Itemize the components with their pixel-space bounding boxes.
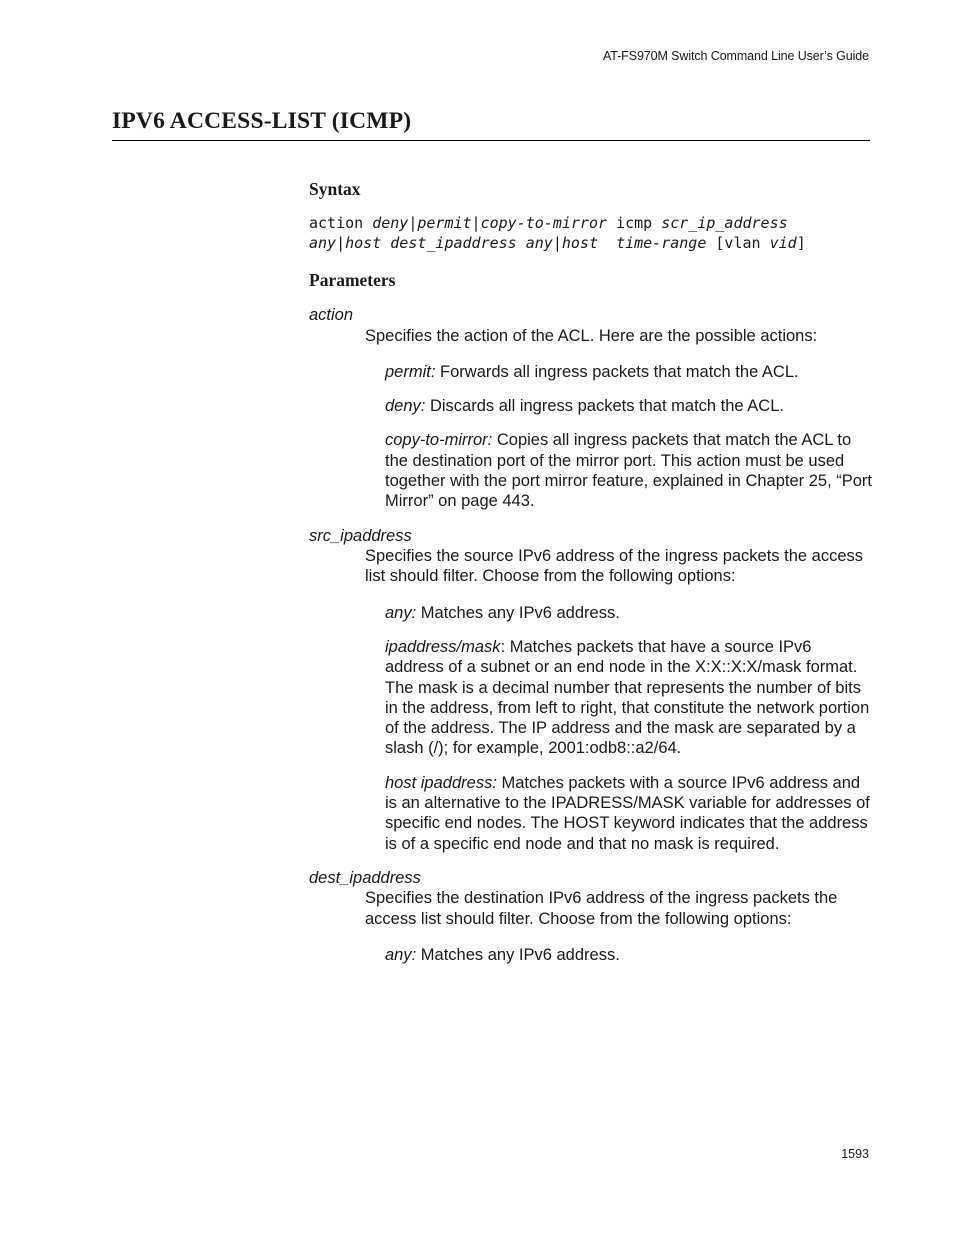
param-src-ipaddress	[309, 526, 874, 854]
option-term: permit:	[385, 362, 436, 381]
option-text: Matches any IPv6 address.	[416, 946, 620, 965]
option-term: deny:	[385, 397, 426, 416]
page-title: IPV6 ACCESS-LIST (ICMP)	[112, 108, 412, 134]
parameters-heading: Parameters	[309, 270, 396, 290]
param-name-action: action	[309, 306, 354, 324]
syntax-heading: Syntax	[309, 179, 361, 199]
option-text: Copies all ingress packets that match the ACL to the destination port of the mirror port. This action must be used together with the port mirror feature, explained in Chapter 25, “Port Mirror” on page 443.	[385, 431, 872, 511]
syntax-cmd: action	[309, 214, 373, 232]
param-action	[309, 305, 874, 512]
option-term: any:	[385, 603, 417, 622]
syntax-vlan-close: ]	[796, 233, 806, 252]
option-text: Matches any IPv6 address.	[416, 603, 620, 622]
syntax-vid: vid	[769, 233, 797, 252]
param-desc-dest-ipaddress: Specifies the destination IPv6 address of the ingress packets the access list should filter. Choose from the following options:	[365, 889, 838, 928]
option-text: Forwards all ingress packets that match the ACL.	[435, 362, 799, 381]
option-deny	[385, 396, 874, 416]
option-permit	[385, 362, 874, 382]
option-term: ipaddress/mask	[385, 637, 501, 656]
title-rule	[112, 140, 870, 141]
running-header: AT-FS970M Switch Command Line User’s Guide	[602, 49, 869, 63]
syntax-dest: dest_ipaddress	[390, 233, 517, 252]
option-term: host ipaddress:	[385, 773, 497, 792]
option-dest-any	[385, 945, 874, 965]
content	[309, 178, 874, 979]
option-term: any:	[385, 946, 417, 965]
option-text: Matches packets with a source IPv6 address and is an alternative to the IPADRESS/MASK variable for addresses of specific end nodes. The HOST keyword indicates that the address is of a specific end node and that no mask is required.	[385, 773, 870, 853]
syntax-icmp: icmp	[607, 214, 662, 232]
param-name-src-ipaddress: src_ipaddress	[309, 526, 412, 545]
param-dest-ipaddress	[309, 868, 874, 965]
option-term: copy-to-mirror:	[385, 431, 493, 450]
syntax-actions: deny|permit|copy-to-mirror	[372, 214, 608, 232]
syntax-anyhost-1: any|host	[309, 233, 391, 252]
syntax-vlan-open: [vlan	[706, 233, 770, 252]
param-desc-src-ipaddress: Specifies the source IPv6 address of the ingress packets the access list should filter. Choose from the following options:	[365, 547, 864, 586]
syntax-src: scr_ip_address	[661, 214, 788, 232]
option-src-any	[385, 603, 874, 623]
option-text: Discards all ingress packets that match the ACL.	[425, 397, 784, 416]
option-src-host-ipaddress	[385, 773, 874, 854]
syntax-time-range: time-range	[616, 233, 707, 252]
syntax-anyhost-2: any|host	[516, 233, 608, 252]
option-copy-to-mirror	[385, 430, 874, 511]
option-text: : Matches packets that have a source IPv6 address of a subnet or an end node in the X:X::X:X/mask format. The mask is a decimal number that represents the number of bits in the address, from left to right, that constitute the network portion of the address. The IP address and the mask are separated by a slash (/); for example, 2001:odb8::a2/64.	[385, 637, 870, 758]
param-desc-action: Specifies the action of the ACL. Here are the possible actions:	[365, 326, 818, 345]
option-src-ipaddress-mask	[385, 637, 874, 759]
syntax-block	[309, 214, 874, 253]
page-number: 1593	[841, 1147, 869, 1161]
param-name-dest-ipaddress: dest_ipaddress	[309, 868, 421, 887]
